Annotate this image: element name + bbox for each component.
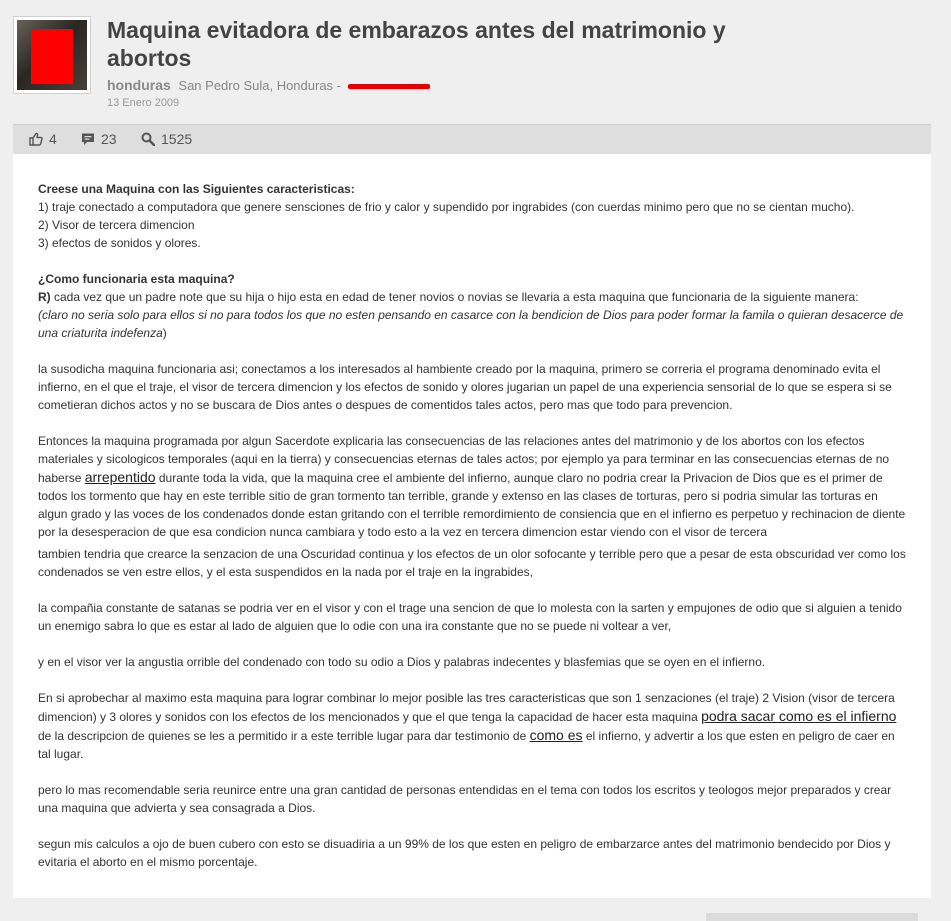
list-item: 2) Visor de tercera dimencion [38, 218, 195, 232]
likes-count: 4 [49, 131, 57, 147]
paragraph: pero lo mas recomendable seria reunirce entre una gran cantidad de personas entendidas en el tema con todos los escritos y teologos mejor preparados y crear una maquina que advierta y sea consagrada a Dios. [38, 783, 892, 815]
comments-stat[interactable] [81, 131, 117, 147]
link-arrepentido[interactable]: arrepentido [84, 469, 156, 485]
post-body [13, 154, 931, 898]
paragraph [38, 270, 908, 342]
comments-count: 23 [101, 131, 117, 147]
footer-bar [706, 913, 918, 921]
paragraph [38, 689, 908, 763]
thumbs-up-icon [29, 132, 43, 146]
magnifier-icon [141, 132, 155, 146]
views-stat[interactable] [141, 131, 192, 147]
post-date: 13 Enero 2009 [107, 97, 180, 109]
avatar[interactable] [13, 16, 91, 94]
likes-stat[interactable] [29, 131, 57, 147]
post-header [0, 0, 951, 124]
avatar-image [17, 20, 87, 90]
views-count: 1525 [161, 131, 193, 147]
stats-bar [13, 124, 931, 155]
paragraph-text: el infierno, y advertir a los que esten en peligro de caer en tal lugar. [38, 729, 895, 761]
avatar-redaction [31, 29, 73, 84]
list-item: 3) efectos de sonidos y olores. [38, 236, 201, 250]
paragraph-text: En si aprobechar al maximo esta maquina para lograr combinar lo mejor posible las tres caracteristicas que son 1 senzaciones (el traje) 2 Vision (visor de tercera dimencion) y 3 olores y sonidos con los efectos de los mencionados y que el que tenga la capacidad de hacer esta maquina [38, 691, 895, 724]
italic-note: (claro no seria solo para ellos si no para todos los que no esten pensando en casarce con la bendicion de Dios para poder formar la famila o quieran desacerce de una criaturita indefenza [38, 308, 904, 340]
paragraph: segun mis calculos a ojo de buen cubero con esto se disuadiria a un 99% de los que esten en peligro de embarzarce antes del matrimonio bendecido por Dios y evitaria el aborto en el mismo porcentaje. [38, 837, 891, 869]
section-heading: Creese una Maquina con las Siguientes caracteristicas: [38, 182, 355, 196]
paragraph: y en el visor ver la angustia orrible del condenado con todo su odio a Dios y palabras indecentes y blasfemias que se oyen en el infierno. [38, 655, 766, 669]
paragraph-text: ) [162, 326, 167, 340]
paragraph-text: durante toda la vida, que la maquina cree el ambiente del infierno, aunque claro no podria crear la Privacion de Dios que es el primer de todos los tormento que hay en este terrible sitio de gran tormento tan terrible, grande y extenso en las clases de torturas, pero si podria simular las torturas en algun grado y las voces de los condenados donde estan gritando con el terrible remordimiento de consiencia que en el infierno es perpetuo y rechinacion de diente por la desesperacion de que esa condicion nunca cambiara y todo esto a la vez en tercera dimencion estar viendo con el visor de tercera [38, 471, 906, 539]
author-name[interactable]: honduras [107, 77, 171, 93]
paragraph-text: cada vez que un padre note que su hija o hijo esta en edad de tener novios o novias se llevaria a esta maquina que funcionaria de la siguiente manera: [50, 290, 859, 304]
author-location: San Pedro Sula, Honduras - [178, 78, 342, 93]
byline [107, 77, 430, 93]
paragraph [38, 180, 908, 252]
paragraph [38, 432, 908, 541]
answer-marker: R) [38, 290, 51, 304]
paragraph-text: Entonces la maquina programada por algun Sacerdote explicaria las consecuencias de las relaciones antes del matrimonio y de los abortos con los efectos materiales y sicologicos temporales (aqui en la tierra) y consecuencias eternas de tales actos; por ejemplo ya para terminar en las consecuencias eternas de no haberse [38, 434, 890, 485]
section-heading: ¿Como funcionaria esta maquina? [38, 272, 235, 286]
comment-bubble-icon [81, 132, 95, 146]
link-podra-sacar[interactable]: podra sacar como es el infierno [701, 708, 897, 724]
list-item: 1) traje conectado a computadora que genere sensciones de frio y calor y supendido por ingrabides (con cuerdas minimo pero que no se cientan mucho). [38, 200, 855, 214]
post-title: Maquina evitadora de embarazos antes del matrimonio y abortos [107, 17, 726, 71]
link-como-es[interactable]: como es [529, 727, 583, 743]
paragraph: la susodicha maquina funcionaria asi; conectamos a los interesados al hambiente creado por la maquina, primero se correria el programa denominado evita el infierno, en el que el traje, el visor de tercera dimencion y los efectos de sonido y olores jugarian un papel de una experiencia sensorial de lo que se espera si se cometieran dichos actos y no se buscara de Dios antes o despues de comentidos tales actos, pero mas que todo para prevencion. [38, 362, 892, 412]
paragraph: tambien tendria que crearce la senzacion de una Oscuridad continua y los efectos de un olor sofocante y terrible pero que a pesar de esta obscuridad ver como los condenados se ven estre ellos, y el esta suspendidos en la nada por el traje en la ingrabides, [38, 547, 906, 579]
paragraph: la compañia constante de satanas se podria ver en el visor y con el trage una sencion de que lo molesta con la sarten y empujones de odio que si alguien a tenido un enemigo sabra lo que es estar al lado de alguien que lo odie con una ira constante que no se puede ni voltear a ver, [38, 601, 902, 633]
redacted-text [348, 84, 430, 89]
post-text [38, 180, 908, 889]
paragraph-text: de la descripcion de quienes se les a permitido ir a este terrible lugar para dar testimonio de [38, 729, 530, 743]
